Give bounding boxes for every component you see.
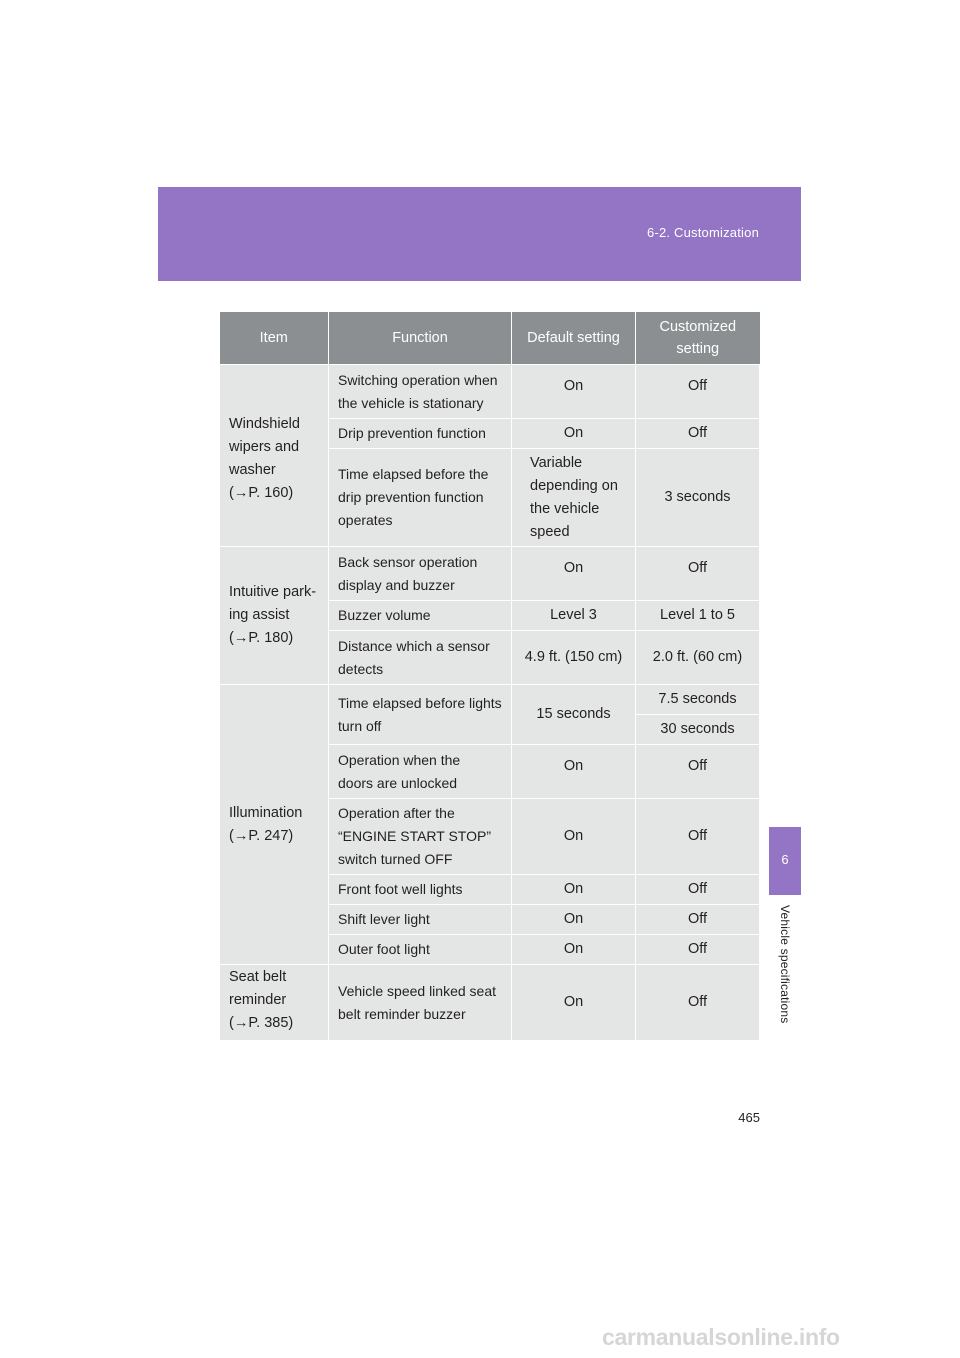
section-title: 6-2. Customization bbox=[647, 225, 759, 240]
custom-cell: Off bbox=[636, 745, 760, 799]
table-row bbox=[220, 547, 760, 601]
custom-cell: 3 seconds bbox=[636, 449, 760, 547]
custom-cell: Off bbox=[636, 799, 760, 875]
custom-cell: 30 seconds bbox=[636, 715, 760, 745]
default-cell: On bbox=[512, 965, 636, 1041]
custom-cell: Off bbox=[636, 905, 760, 935]
table-row bbox=[220, 685, 760, 715]
custom-cell: 7.5 seconds bbox=[636, 685, 760, 715]
custom-cell: Off bbox=[636, 419, 760, 449]
default-cell: On bbox=[512, 905, 636, 935]
column-header-function: Function bbox=[329, 312, 512, 365]
function-cell: Time elapsed before lights turn off bbox=[329, 685, 512, 745]
customization-table bbox=[219, 312, 760, 1041]
item-cell-illumination: Illumination (→P. 247) bbox=[220, 685, 329, 965]
table-row bbox=[220, 965, 760, 1041]
column-header-item: Item bbox=[220, 312, 329, 365]
custom-cell: Off bbox=[636, 965, 760, 1041]
custom-cell: 2.0 ft. (60 cm) bbox=[636, 631, 760, 685]
watermark: carmanualsonline.info bbox=[602, 1324, 840, 1350]
default-cell: On bbox=[512, 745, 636, 799]
default-cell: 15 seconds bbox=[512, 685, 636, 745]
page-number: 465 bbox=[738, 1110, 760, 1125]
custom-cell: Off bbox=[636, 547, 760, 601]
default-cell: Level 3 bbox=[512, 601, 636, 631]
function-cell: Front foot well lights bbox=[329, 875, 512, 905]
function-cell: Vehicle speed linked seat belt reminder buzzer bbox=[329, 965, 512, 1041]
chapter-side-label: Vehicle specifications bbox=[778, 905, 792, 1024]
function-cell: Switching operation when the vehicle is stationary bbox=[329, 365, 512, 419]
default-cell: 4.9 ft. (150 cm) bbox=[512, 631, 636, 685]
default-cell: On bbox=[512, 875, 636, 905]
item-cell-wipers: Windshield wipers and washer (→P. 160) bbox=[220, 365, 329, 547]
default-cell: On bbox=[512, 365, 636, 419]
chapter-header-band bbox=[158, 187, 801, 281]
function-cell: Operation after the “ENGINE START STOP” switch turned OFF bbox=[329, 799, 512, 875]
custom-cell: Off bbox=[636, 365, 760, 419]
default-cell: On bbox=[512, 799, 636, 875]
function-cell: Operation when the doors are unlocked bbox=[329, 745, 512, 799]
custom-cell: Off bbox=[636, 875, 760, 905]
function-cell: Back sensor operation display and buzzer bbox=[329, 547, 512, 601]
chapter-tab bbox=[769, 827, 801, 895]
function-cell: Outer foot light bbox=[329, 935, 512, 965]
item-cell-seat-belt: Seat belt reminder (→P. 385) bbox=[220, 965, 329, 1041]
default-cell: On bbox=[512, 935, 636, 965]
column-header-customized: Customized setting bbox=[636, 312, 760, 365]
function-cell: Buzzer volume bbox=[329, 601, 512, 631]
custom-cell: Level 1 to 5 bbox=[636, 601, 760, 631]
function-cell: Drip prevention function bbox=[329, 419, 512, 449]
table-row bbox=[220, 365, 760, 419]
function-cell: Shift lever light bbox=[329, 905, 512, 935]
default-cell: Variable depending on the vehicle speed bbox=[512, 449, 636, 547]
function-cell: Distance which a sensor detects bbox=[329, 631, 512, 685]
function-cell: Time elapsed before the drip prevention function operates bbox=[329, 449, 512, 547]
custom-cell: Off bbox=[636, 935, 760, 965]
chapter-number: 6 bbox=[781, 852, 789, 867]
item-cell-park-assist: Intuitive park- ing assist (→P. 180) bbox=[220, 547, 329, 685]
default-cell: On bbox=[512, 419, 636, 449]
column-header-default: Default setting bbox=[512, 312, 636, 365]
default-cell: On bbox=[512, 547, 636, 601]
table-header-row bbox=[220, 312, 760, 365]
